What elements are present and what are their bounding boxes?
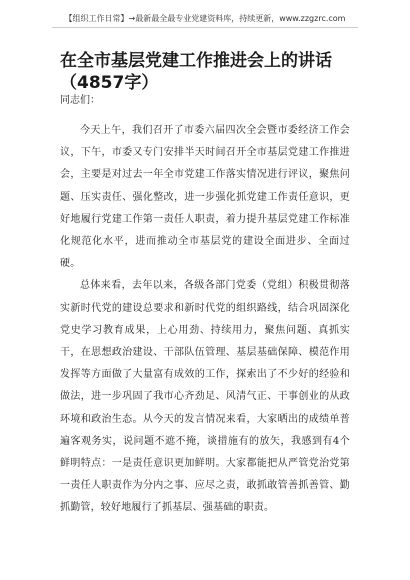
paragraph: 总体来看，去年以来，各级各部门党委（党组）积极贯彻落实新时代党的建设总要求和新时代党的组织路线，结合巩固深化党史学习教育成果，上心用劲、持续用力，聚焦问题、真抓实干，在思想政治建设、干部队伍管理、基层基础保障、模范作用发挥等方面做了大量富有成效的工作，探索出了不少好的经验和做法，进一步巩固了我市心齐劲足、风清气正、干事创业的从政环境和政治生态。从今天的发言情况来看，大家晒出的成绩单普遍客观务实，说问题不遮不掩，谈措施有的放矢，我感到有4个鲜明特点：一是责任意识更加鲜明。大家都能把从严管党治党第一责任人职责作为分内之事、应尽之责，敢抓敢管善抓善管、勤抓勤管，较好地履行了抓基层、强基础的职责。	[60, 280, 350, 514]
site-banner: 【组织工作日常】→最新最全最专业党建资料库，持续更新，www.zzgzrc.com	[64, 14, 346, 23]
document-title: 在全市基层党建工作推进会上的讲话（4857字）	[60, 51, 332, 93]
body-text	[60, 120, 350, 520]
salutation: 同志们：	[60, 95, 100, 106]
banner-divider	[52, 27, 358, 28]
paragraph: 今天上午，我们召开了市委六届四次全会暨市委经济工作会议，下午，市委又专门安排半天时间召开全市基层党建工作推进会，主要是对过去一年全市党建工作落实情况进行评议，聚焦问题、压实责任、强化整改，进一步强化抓党建工作责任意识，更好地履行党建工作第一责任人职责，着力提升基层党建工作标准化规范化水平，进而推动全市基层党的建设全面进步、全面过硬。	[60, 125, 350, 270]
